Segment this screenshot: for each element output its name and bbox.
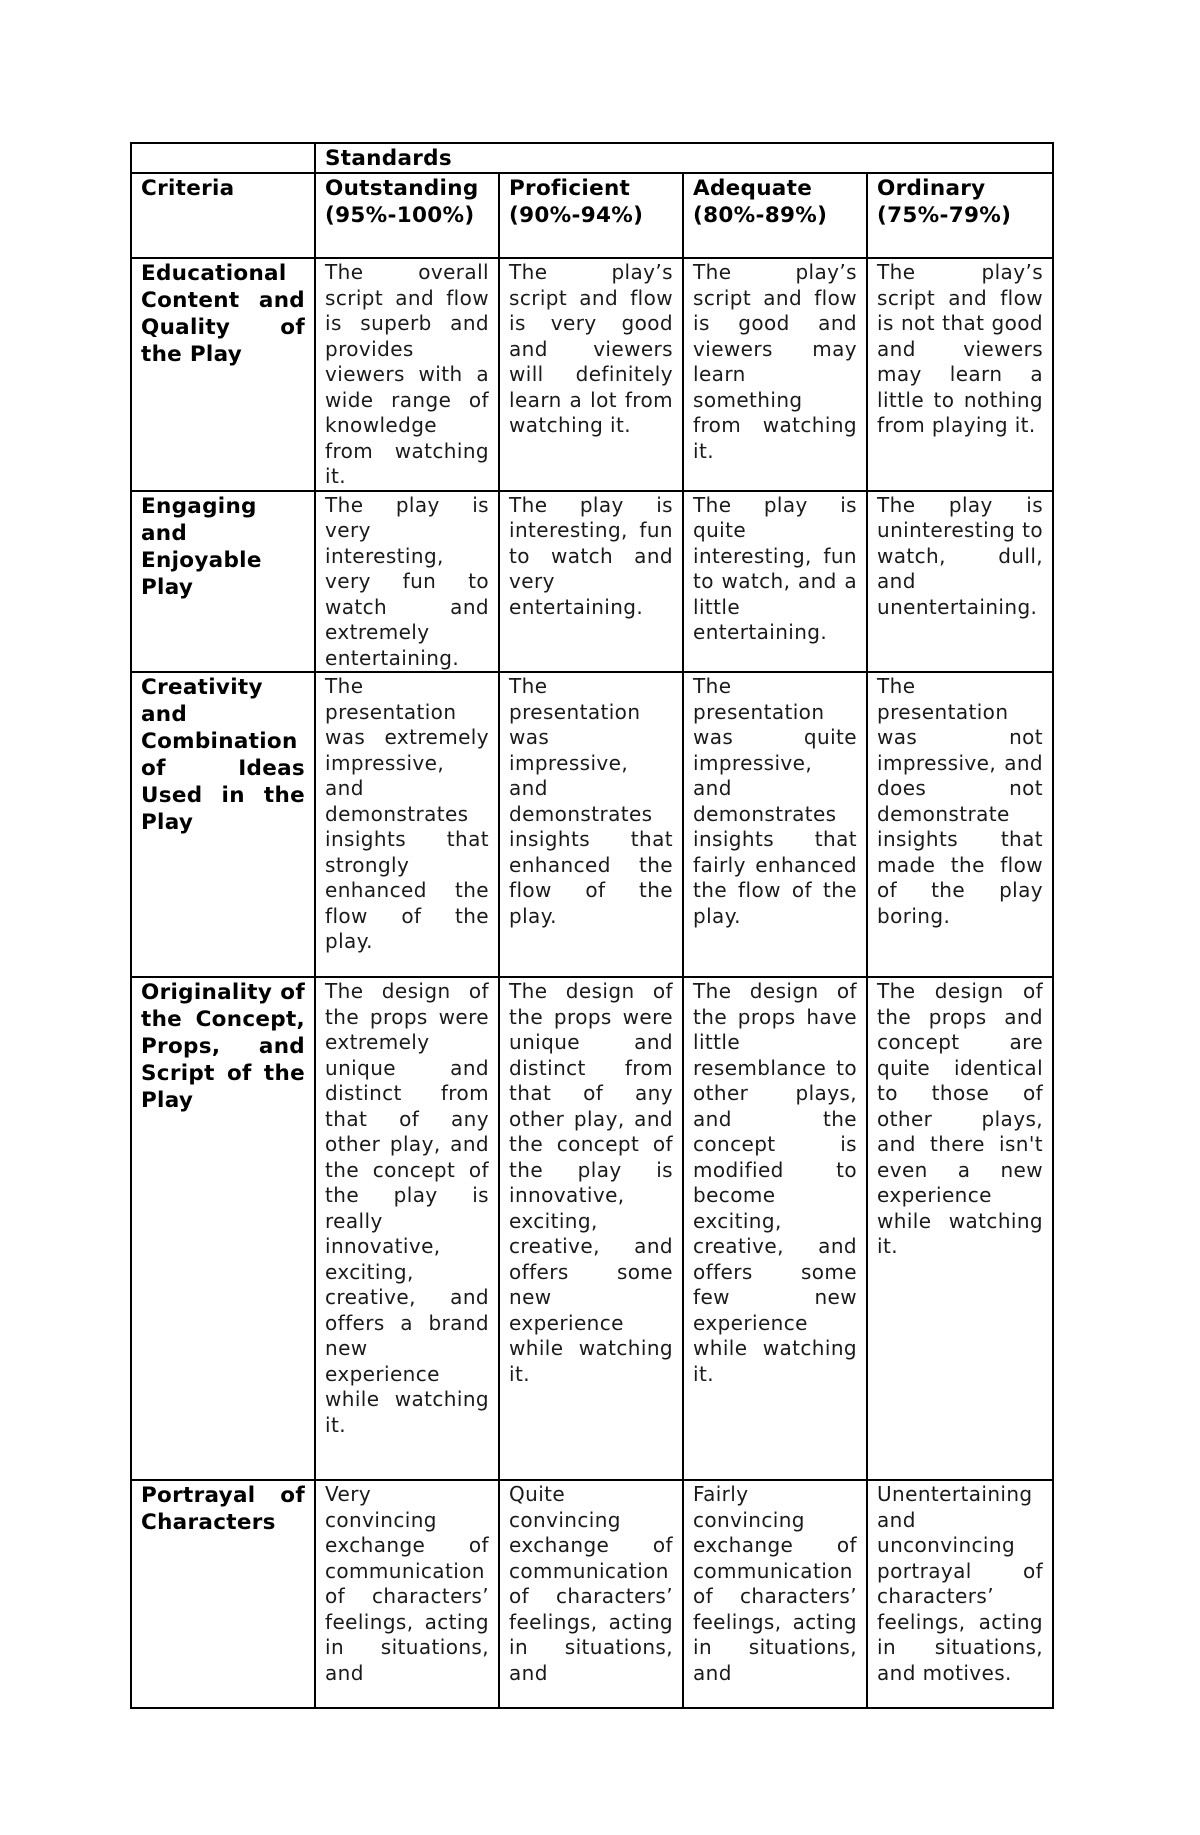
descriptor-cell-proficient: The play’s script and flow is very good and viewers will definitely learn a lot from watching it.	[499, 258, 683, 491]
level-title: Ordinary	[877, 176, 986, 201]
level-range: (75%-79%)	[877, 203, 1012, 228]
descriptor-cell-ordinary: The play is uninteresting to watch, dull, and unentertaining.	[867, 491, 1053, 673]
level-header-adequate	[683, 173, 867, 258]
criteria-header: Criteria	[131, 173, 315, 258]
table-row-portrayal	[131, 1480, 1053, 1708]
empty-corner-cell	[131, 143, 315, 173]
table-row-engaging-play	[131, 491, 1053, 673]
descriptor-cell-outstanding: The play is very interesting, very fun to watch and extremely entertaining.	[315, 491, 499, 673]
level-title: Proficient	[509, 176, 631, 201]
level-header-outstanding	[315, 173, 499, 258]
criterion-cell: Creativity and Combination of Ideas Used in the Play	[131, 672, 315, 977]
criterion-cell: Engaging and Enjoyable Play	[131, 491, 315, 673]
table-row-creativity	[131, 672, 1053, 977]
descriptor-cell-adequate: The design of the props have little resemblance to other plays, and the concept is modified to become exciting, creative, and offers some few new experience while watching it.	[683, 977, 867, 1480]
descriptor-cell-proficient: The play is interesting, fun to watch and very entertaining.	[499, 491, 683, 673]
descriptor-cell-proficient: Quite convincing exchange of communication of characters’ feelings, acting in situations, and	[499, 1480, 683, 1708]
level-range: (80%-89%)	[693, 203, 828, 228]
descriptor-cell-outstanding: The design of the props were extremely unique and distinct from that of any other play, and the concept of the play is really innovative, exciting, creative, and offers a brand new experience while watching it.	[315, 977, 499, 1480]
criterion-cell: Portrayal of Characters	[131, 1480, 315, 1708]
descriptor-cell-proficient: The presentation was impressive, and demonstrates insights that enhanced the flow of the play.	[499, 672, 683, 977]
level-title: Adequate	[693, 176, 813, 201]
level-range: (90%-94%)	[509, 203, 644, 228]
descriptor-cell-adequate: The presentation was quite impressive, and demonstrates insights that fairly enhanced the flow of the play.	[683, 672, 867, 977]
criterion-cell: Originality of the Concept, Props, and Script of the Play	[131, 977, 315, 1480]
descriptor-cell-proficient: The design of the props were unique and distinct from that of any other play, and the concept of the play is innovative, exciting, creative, and offers some new experience while watching it.	[499, 977, 683, 1480]
table-row-originality	[131, 977, 1053, 1480]
standards-row	[131, 143, 1053, 173]
descriptor-cell-adequate: Fairly convincing exchange of communication of characters’ feelings, acting in situations, and	[683, 1480, 867, 1708]
descriptor-cell-ordinary: The presentation was not impressive, and does not demonstrate insights that made the flow of the play boring.	[867, 672, 1053, 977]
rubric-table	[130, 142, 1054, 1709]
descriptor-cell-ordinary: The play’s script and flow is not that good and viewers may learn a little to nothing from playing it.	[867, 258, 1053, 491]
level-header-proficient	[499, 173, 683, 258]
level-header-row	[131, 173, 1053, 258]
descriptor-cell-ordinary: The design of the props and concept are quite identical to those of other plays, and there isn't even a new experience while watching it.	[867, 977, 1053, 1480]
level-range: (95%-100%)	[325, 203, 475, 228]
table-row-educational-content	[131, 258, 1053, 491]
descriptor-cell-outstanding: Very convincing exchange of communication of characters’ feelings, acting in situations, and	[315, 1480, 499, 1708]
descriptor-cell-outstanding: The presentation was extremely impressive, and demonstrates insights that strongly enhanced the flow of the play.	[315, 672, 499, 977]
criterion-cell: Educational Content and Quality of the Play	[131, 258, 315, 491]
descriptor-cell-ordinary: Unentertaining and unconvincing portrayal of characters’ feelings, acting in situations, and motives.	[867, 1480, 1053, 1708]
descriptor-cell-adequate: The play is quite interesting, fun to watch, and a little entertaining.	[683, 491, 867, 673]
standards-header: Standards	[315, 143, 1053, 173]
descriptor-cell-outstanding: The overall script and flow is superb and provides viewers with a wide range of knowledge from watching it.	[315, 258, 499, 491]
level-title: Outstanding	[325, 176, 479, 201]
level-header-ordinary	[867, 173, 1053, 258]
descriptor-cell-adequate: The play’s script and flow is good and viewers may learn something from watching it.	[683, 258, 867, 491]
